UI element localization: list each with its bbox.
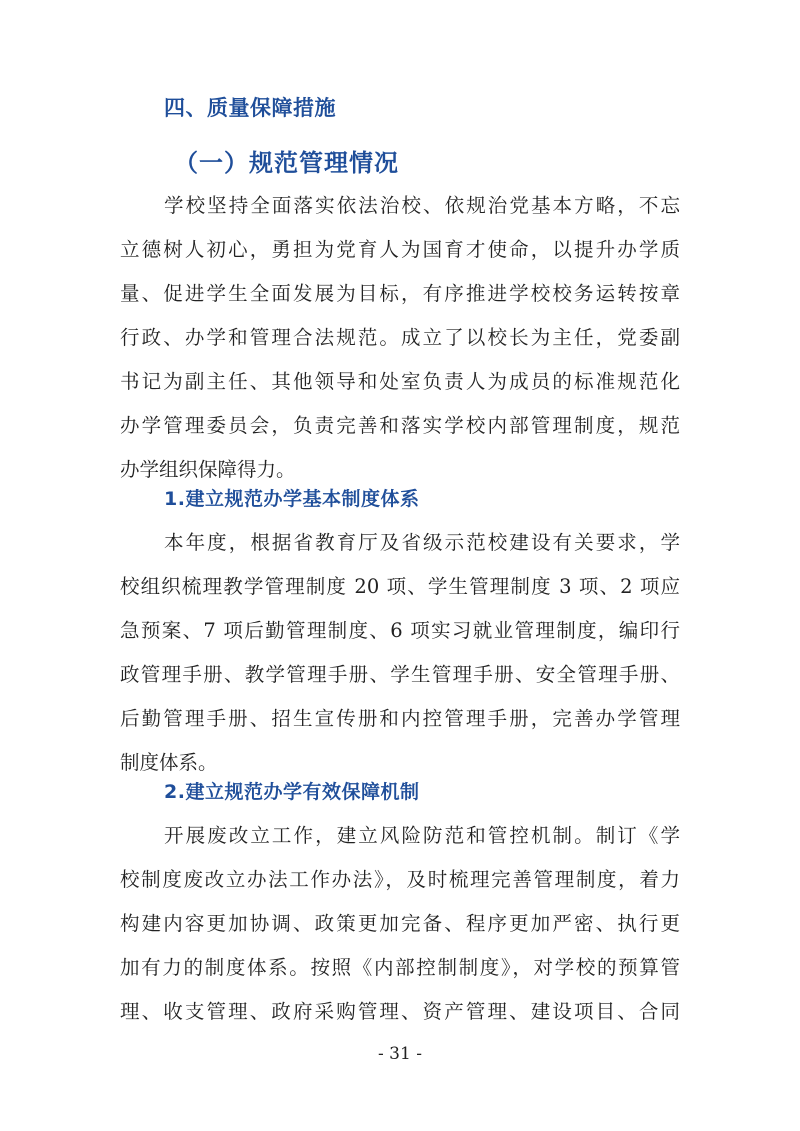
item-heading-1: 1.建立规范办学基本制度体系 — [164, 488, 420, 510]
paragraph-line: 开展废改立工作，建立风险防范和管控机制。制订《学 — [164, 824, 680, 847]
paragraph-line: 加有力的制度体系。按照《内部控制制度》，对学校的预算管 — [120, 956, 680, 979]
paragraph-line: 学校坚持全面落实依法治校、依规治党基本方略，不忘 — [164, 194, 680, 217]
paragraph-line: 校制度废改立办法工作办法》，及时梳理完善管理制度，着力 — [120, 868, 680, 891]
section-subheading: （一）规范管理情况 — [174, 149, 399, 177]
section-heading: 四、质量保障措施 — [164, 96, 336, 120]
paragraph-line: 校组织梳理教学管理制度 20 项、学生管理制度 3 项、2 项应 — [120, 575, 680, 598]
paragraph-line: 理、收支管理、政府采购管理、资产管理、建设项目、合同 — [120, 1000, 680, 1023]
paragraph-line: 立德树人初心，勇担为党育人为国育才使命，以提升办学质 — [120, 238, 680, 261]
paragraph-line: 后勤管理手册、招生宣传册和内控管理手册，完善办学管理 — [120, 707, 680, 730]
paragraph-line: 政管理手册、教学管理手册、学生管理手册、安全管理手册、 — [120, 663, 680, 686]
page-number: - 31 - — [378, 1044, 422, 1064]
item-heading-2: 2.建立规范办学有效保障机制 — [164, 781, 420, 803]
paragraph-line: 构建内容更加协调、政策更加完备、程序更加严密、执行更 — [120, 912, 680, 935]
paragraph-line: 本年度，根据省教育厅及省级示范校建设有关要求，学 — [164, 531, 680, 554]
paragraph-line: 急预案、7 项后勤管理制度、6 项实习就业管理制度，编印行 — [120, 619, 680, 642]
paragraph-line: 行政、办学和管理合法规范。成立了以校长为主任，党委副 — [120, 326, 680, 349]
paragraph-line: 办学管理委员会，负责完善和落实学校内部管理制度，规范 — [120, 414, 680, 437]
paragraph-line: 办学组织保障得力。 — [120, 458, 296, 481]
paragraph-line: 书记为副主任、其他领导和处室负责人为成员的标准规范化 — [120, 370, 680, 393]
paragraph-line: 制度体系。 — [120, 751, 218, 774]
paragraph-line: 量、促进学生全面发展为目标，有序推进学校校务运转按章 — [120, 282, 680, 305]
